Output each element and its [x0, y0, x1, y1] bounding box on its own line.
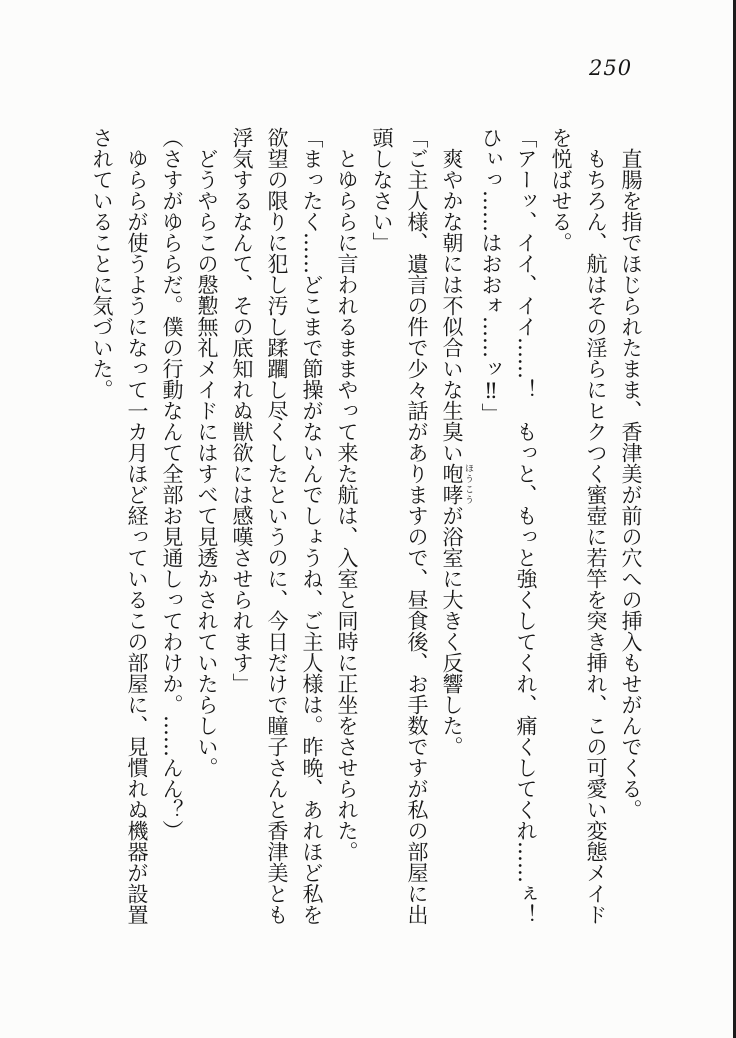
paragraph-7-dialogue: 「まったく……どこまで節操がないんでしょうね、ご主人様は。昨晩、あれほど私を欲望の限りに犯し汚し蹂躙し尽くしたというのに、今日だけで瞳子さんと香津美とも浮気するなんて、その底知れぬ獣欲には感嘆させられます」 — [230, 127, 324, 925]
paragraph-9-monologue: （さすがゆららだ。僕の行動なんて全部お見通しってわけか。……んん？） — [160, 127, 184, 841]
paragraph-6: とゆららに言われるままやって来た航は、入室と同時に正坐をさせられた。 — [335, 148, 359, 862]
paragraph-10: ゆららが使うようになって一カ月ほど経っているこの部屋に、見慣れぬ機器が設置されていることに気づいた。 — [90, 127, 149, 925]
paragraph-8: どうやらこの慇懃無礼メイドにはすべて見透かされていたらしい。 — [195, 148, 219, 778]
paragraph-1: 直腸を指でほじられたまま、香津美が前の穴への挿入もせがんでくる。 — [619, 148, 643, 820]
ruby-furigana: ほうこう — [463, 463, 473, 505]
paragraph-4-pre: 爽やかな朝には不似合いな生臭い — [440, 148, 464, 463]
novel-text-block — [84, 127, 648, 926]
page-number: 250 — [589, 56, 633, 80]
paragraph-4 — [434, 127, 473, 926]
ruby-base: 咆哮 — [440, 463, 464, 505]
ruby-houkou — [440, 463, 473, 505]
paragraph-4-post: が浴室に大きく反響した。 — [440, 505, 464, 757]
paragraph-5-dialogue: 「ご主人様、遺言の件で少々話がありますので、昼食後、お手数ですが私の部屋に出頭しなさい」 — [370, 127, 429, 925]
paragraph-3-dialogue: 「アーッ、イイ、イイ……！ もっと、もっと強くしてくれ、痛くしてくれ……ぇ！ひぃっ……はおおォ……ッ‼」 — [479, 127, 538, 925]
paragraph-2: もちろん、航はその淫らにヒクつく蜜壺に若竿を突き挿れ、この可愛い変態メイドを悦ばせる。 — [549, 127, 608, 925]
